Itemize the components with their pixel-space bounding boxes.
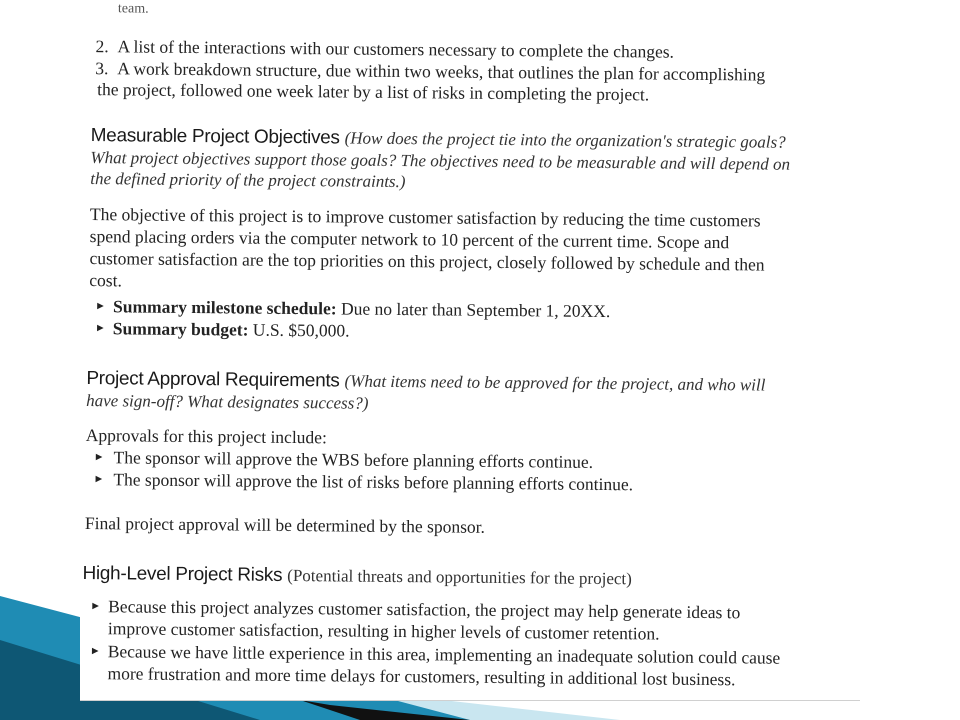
risk-bullet-1-line-1: Because this project analyzes customer satisfaction, the project may help generate ideas to bbox=[108, 596, 741, 623]
approval-intro: Approvals for this project include: bbox=[85, 425, 327, 448]
risk-bullet-1-line-2: improve customer satisfaction, resulting in higher levels of customer retention. bbox=[107, 618, 660, 644]
bullet-label: Summary budget: bbox=[112, 318, 249, 340]
partial-line: team. bbox=[117, 1, 149, 17]
list-item-3-continuation: the project, followed one week later by a list of risks in completing the project. bbox=[97, 79, 650, 105]
section-heading: High-Level Project Risks bbox=[82, 562, 283, 586]
bullet-text: U.S. $50,000. bbox=[248, 319, 350, 341]
list-text: A list of the interactions with our customers necessary to complete the changes. bbox=[117, 36, 675, 62]
bullet-label: Summary milestone schedule: bbox=[112, 296, 337, 319]
document-content bbox=[82, 0, 856, 690]
approval-bullet-1: The sponsor will approve the WBS before planning efforts continue. bbox=[113, 447, 594, 472]
section-heading: Project Approval Requirements bbox=[86, 368, 340, 392]
risk-bullet-2-line-2: more frustration and more time delays for customers, resulting in additional lost business. bbox=[107, 663, 736, 690]
bullet-text: Due no later than September 1, 20XX. bbox=[336, 298, 611, 322]
section-prompt: (What items need to be approved for the project, and who will bbox=[344, 371, 766, 395]
objectives-body-line-2: spend placing orders via the computer network to 10 percent of the current time. Scope and bbox=[89, 226, 730, 253]
approval-final: Final project approval will be determined by the sponsor. bbox=[84, 513, 486, 537]
objectives-prompt-line-2: What project objectives support those goals? The objectives need to be measurable and will depend on bbox=[90, 148, 791, 174]
section-prompt: (Potential threats and opportunities for the project) bbox=[287, 565, 632, 589]
approval-prompt-line-2: have sign-off? What designates success?) bbox=[86, 391, 369, 413]
objectives-prompt-line-3: the defined priority of the project constraints.) bbox=[90, 169, 406, 192]
right-pointer-icon: ► bbox=[93, 473, 105, 486]
section-prompt: (How does the project tie into the organization's strategic goals? bbox=[344, 128, 786, 152]
milestone-bullet bbox=[113, 296, 610, 321]
objectives-body-line-3: customer satisfaction are the top priorities on this project, closely followed by schedule and then bbox=[89, 248, 765, 275]
risk-bullet-2-line-1: Because we have little experience in this area, implementing an inadequate solution could cause bbox=[107, 641, 781, 668]
objectives-body-line-4: cost. bbox=[89, 270, 122, 291]
objectives-body-line-1: The objective of this project is to improve customer satisfaction by reducing the time customers bbox=[89, 204, 761, 231]
right-pointer-icon: ► bbox=[93, 451, 105, 464]
list-text: A work breakdown structure, due within two weeks, that outlines the plan for accomplishing bbox=[117, 58, 766, 85]
list-number: 2. bbox=[95, 36, 109, 57]
scanned-document-page bbox=[80, 0, 860, 701]
right-pointer-icon: ► bbox=[89, 645, 101, 658]
section-heading: Measurable Project Objectives bbox=[90, 125, 340, 149]
risks-heading-line bbox=[82, 563, 632, 590]
budget-bullet bbox=[113, 318, 350, 340]
list-number: 3. bbox=[95, 58, 109, 79]
list-item-2 bbox=[95, 36, 674, 62]
right-pointer-icon: ► bbox=[90, 600, 102, 613]
right-pointer-icon: ► bbox=[94, 322, 106, 335]
right-pointer-icon: ► bbox=[95, 300, 107, 313]
approval-bullet-2: The sponsor will approve the list of risks before planning efforts continue. bbox=[113, 469, 634, 495]
